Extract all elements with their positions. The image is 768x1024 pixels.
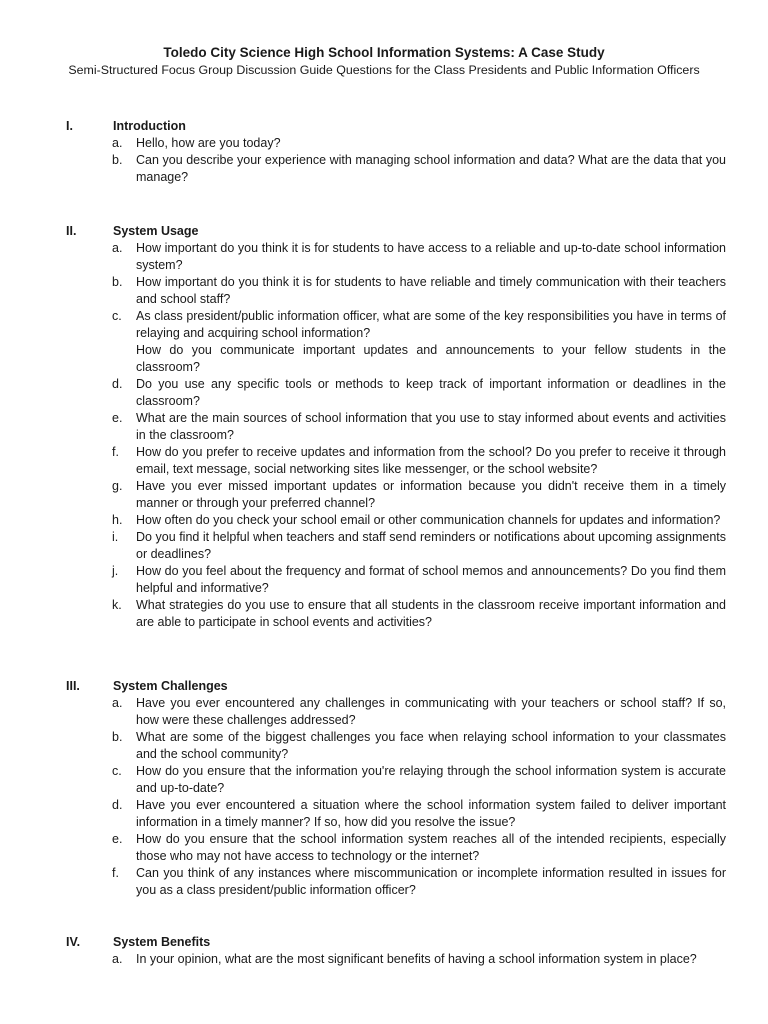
section-numeral: II. xyxy=(66,224,77,238)
item-marker: f. xyxy=(112,445,119,459)
question-item xyxy=(66,865,726,899)
question-item xyxy=(66,529,726,563)
section-heading xyxy=(66,678,726,695)
section-title: System Usage xyxy=(113,224,199,238)
question-item xyxy=(66,444,726,478)
question-text: What strategies do you use to ensure that all students in the classroom receive important information and are able to participate in school events and activities? xyxy=(136,598,726,629)
question-continuation xyxy=(66,342,726,376)
question-item xyxy=(66,135,726,152)
section-heading xyxy=(66,118,726,135)
item-marker: g. xyxy=(112,479,123,493)
question-item xyxy=(66,729,726,763)
question-item xyxy=(66,410,726,444)
item-marker: i. xyxy=(112,530,119,544)
question-text: How important do you think it is for students to have reliable and timely communication with their teachers and school staff? xyxy=(136,275,726,306)
question-text: Have you ever missed important updates or information because you didn't receive them in a timely manner or through your preferred channel? xyxy=(136,479,726,510)
item-marker: e. xyxy=(112,832,123,846)
section-title: Introduction xyxy=(113,119,186,133)
question-text: In your opinion, what are the most significant benefits of having a school information system in place? xyxy=(136,952,697,966)
section-system-usage xyxy=(66,223,726,631)
section-heading xyxy=(66,223,726,240)
question-text: What are some of the biggest challenges you face when relaying school information to your classmates and the school community? xyxy=(136,730,726,761)
document-subtitle: Semi-Structured Focus Group Discussion Guide Questions for the Class Presidents and Public Information Officers xyxy=(68,63,700,77)
item-marker: j. xyxy=(112,564,119,578)
question-text: Do you use any specific tools or methods to keep track of important information or deadlines in the classroom? xyxy=(136,377,726,408)
question-item xyxy=(66,597,726,631)
question-text: Can you describe your experience with managing school information and data? What are the data that you manage? xyxy=(136,153,726,184)
question-text: How do you communicate important updates and announcements to your fellow students in the classroom? xyxy=(136,343,726,374)
section-title: System Challenges xyxy=(113,679,228,693)
item-marker: a. xyxy=(112,952,123,966)
question-text: What are the main sources of school information that you use to stay informed about events and activities in the classroom? xyxy=(136,411,726,442)
item-marker: b. xyxy=(112,730,123,744)
question-item xyxy=(66,695,726,729)
section-system-challenges xyxy=(66,678,726,899)
question-text: Can you think of any instances where miscommunication or incomplete information resulted in issues for you as a class president/public information officer? xyxy=(136,866,726,897)
question-text: How do you feel about the frequency and format of school memos and announcements? Do you find them helpful and informative? xyxy=(136,564,726,595)
item-marker: d. xyxy=(112,798,123,812)
section-introduction xyxy=(66,118,726,186)
question-item xyxy=(66,274,726,308)
item-marker: b. xyxy=(112,153,123,167)
section-numeral: IV. xyxy=(66,935,81,949)
question-item xyxy=(66,308,726,342)
question-text: How do you prefer to receive updates and information from the school? Do you prefer to receive it through email, text message, social networking sites like messenger, or the school website? xyxy=(136,445,726,476)
question-item xyxy=(66,763,726,797)
question-text: As class president/public information officer, what are some of the key responsibilities you have in terms of relaying and acquiring school information? xyxy=(136,309,726,340)
item-marker: a. xyxy=(112,136,123,150)
item-marker: b. xyxy=(112,275,123,289)
question-text: Do you find it helpful when teachers and staff send reminders or notifications about upcoming assignments or deadlines? xyxy=(136,530,726,561)
question-item xyxy=(66,512,726,529)
item-marker: h. xyxy=(112,513,123,527)
item-marker: e. xyxy=(112,411,123,425)
question-item xyxy=(66,376,726,410)
question-item xyxy=(66,240,726,274)
section-title: System Benefits xyxy=(113,935,211,949)
question-text: Have you ever encountered a situation where the school information system failed to deliver important information in a timely manner? If so, how did you resolve the issue? xyxy=(136,798,726,829)
section-heading xyxy=(66,934,726,951)
item-marker: k. xyxy=(112,598,122,612)
question-item xyxy=(66,563,726,597)
document-title: Toledo City Science High School Information Systems: A Case Study xyxy=(163,45,605,60)
question-text: How do you ensure that the school information system reaches all of the intended recipients, especially those who may not have access to technology or the internet? xyxy=(136,832,726,863)
item-marker: d. xyxy=(112,377,123,391)
item-marker: a. xyxy=(112,241,123,255)
section-system-benefits xyxy=(66,934,726,968)
section-numeral: I. xyxy=(66,119,73,133)
question-item xyxy=(66,831,726,865)
question-text: How important do you think it is for students to have access to a reliable and up-to-date school information system? xyxy=(136,241,726,272)
item-marker: f. xyxy=(112,866,119,880)
section-numeral: III. xyxy=(66,679,80,693)
question-item xyxy=(66,951,726,968)
item-marker: c. xyxy=(112,764,122,778)
question-item xyxy=(66,152,726,186)
question-text: How often do you check your school email or other communication channels for updates and information? xyxy=(136,513,721,527)
question-text: Hello, how are you today? xyxy=(136,136,281,150)
item-marker: a. xyxy=(112,696,123,710)
question-text: How do you ensure that the information you're relaying through the school information system is accurate and up-to-date? xyxy=(136,764,726,795)
question-text: Have you ever encountered any challenges in communicating with your teachers or school staff? If so, how were these challenges addressed? xyxy=(136,696,726,727)
item-marker: c. xyxy=(112,309,122,323)
question-item xyxy=(66,478,726,512)
question-item xyxy=(66,797,726,831)
